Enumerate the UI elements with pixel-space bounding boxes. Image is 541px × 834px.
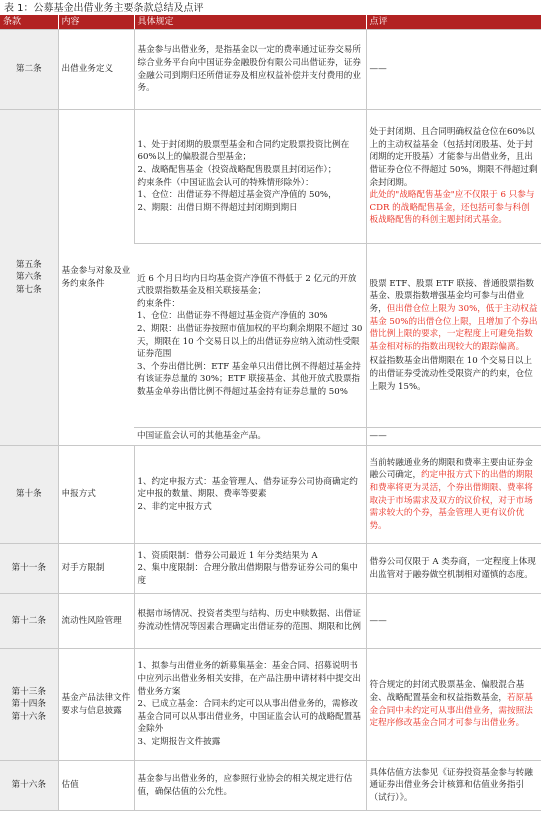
comment-cell: 具体估值方法参见《证券投资基金参与转融通证券出借业务会计核算和估值业务指引（试行）》。 — [366, 761, 541, 811]
comment-highlight: 约定申报方式下的出借的期限和费率将更为灵活，个券出借期限、费率将取决于市场需求及双方的议价权，对于市场需求较大的个券，基金管理人更有议价优势。 — [369, 470, 533, 531]
clause-line: 第十四条 — [11, 699, 46, 710]
clause-cell: 第十六条 — [0, 761, 58, 811]
rule-line: 1、约定申报方式：基金管理人、借券证券公司协商确定约定申报的数量、期限、费率等要素 — [137, 476, 358, 500]
header-comment: 点评 — [366, 15, 541, 30]
rule-line: 3、定期报告文件披露 — [137, 736, 221, 747]
clause-line: 第十六条 — [11, 711, 46, 722]
table-row — [0, 761, 541, 811]
rule-cell: 中国证监会认可的其他基金产品。 — [134, 428, 366, 446]
clause-line: 第七条 — [15, 284, 42, 295]
content-cell: 基金参与对象及业务约束条件 — [58, 110, 134, 446]
rule-line: 1、处于封闭期的股票型基金和合同约定股票投资比例在 60%以上的偏股混合型基金； — [137, 139, 350, 163]
regulation-table — [0, 15, 541, 811]
content-cell: 申报方式 — [58, 446, 134, 544]
clause-cell: 第十一条 — [0, 544, 58, 594]
comment-cell — [366, 110, 541, 244]
rule-cell — [134, 544, 366, 594]
rule-line: 1、资质限制：借券公司最近 1 年分类结果为 A — [137, 550, 318, 561]
rule-cell: 基金参与出借业务，是指基金以一定的费率通过证券交易所综合业务平台向中国证券金融股份有限公司出借证券，证券金融公司到期归还所借证券及相应权益补偿并支付费用的业务。 — [134, 30, 366, 110]
comment-text: 权益指数基金出借期限在 10 个交易日以上的出借证券受流动性受限资产的约束，仓位上限为 15%。 — [369, 356, 533, 392]
clause-line: 第五条 — [15, 259, 42, 270]
clause-cell — [0, 649, 58, 761]
comment-text: 股票 ETF、股票 ETF 联接、普通股票指数基金、股票指数增强基金均可参与出借业务， — [369, 278, 534, 315]
content-cell: 估值 — [58, 761, 134, 811]
comment-cell: —— — [366, 428, 541, 446]
rule-line: 2、非约定申报方式 — [137, 501, 212, 512]
table-caption: 表 1：公募基金出借业务主要条款总结及点评 — [4, 3, 204, 14]
table-row — [0, 594, 541, 649]
content-cell: 流动性风险管理 — [58, 594, 134, 649]
table-row — [0, 110, 541, 244]
rule-cell — [134, 649, 366, 761]
clause-line: 第六条 — [15, 272, 42, 283]
comment-highlight: 若原基金合同中未约定可从事出借业务，需按照法定程序修改基金合同才可参与出借业务。 — [369, 692, 533, 729]
comment-text: 处于封闭期、且合同明确权益仓位在60%以上的主动权益基金（包括封闭股基、处于封闭期的定开股基）才能参与出借业务，且出借证券仓位不得超过 50%，期限不得超过剩余封闭期。 — [369, 127, 538, 188]
comment-cell — [366, 446, 541, 544]
comment-cell: 借券公司仅限于 A 类券商，一定程度上体现出监管对于融券做空机制相对谨慎的态度。 — [366, 544, 541, 594]
table-header-row — [0, 15, 541, 30]
clause-cell — [0, 110, 58, 446]
comment-highlight: 此处的"战略配售基金"应不仅限于 6 只参与 CDR 的战略配售基金，还包括可参与科创板战略配售的科创主题封闭式基金。 — [369, 190, 535, 226]
content-cell: 对手方限制 — [58, 544, 134, 594]
comment-text: 当前转融通业务的期限和费率主要由证券金融公司确定， — [369, 457, 533, 481]
rule-line: 3、个券出借比例：ETF 基金单只出借比例不得超过基金持有该证券总量的 30%；ETF 联接基金、其他开放式股票指数基金单券出借比例不得超过基金持有证券总量的 50% — [137, 361, 361, 397]
table-row — [0, 649, 541, 761]
rule-line: 约束条件（中国证监会认可的特殊情形除外）： — [137, 177, 314, 188]
rule-line: 1、仓位：出借证券不得超过基金资产净值的 30% — [137, 311, 328, 322]
clause-cell: 第十条 — [0, 446, 58, 544]
comment-cell: —— — [366, 30, 541, 110]
rule-line: 2、集中度限制：合理分散出借期限与借券证券公司的集中度 — [137, 563, 358, 586]
rule-line: 约束条件： — [137, 298, 180, 309]
rule-line: 1、拟参与出借业务的新募集基金：基金合同、招募说明书中应列示出借业务相关安排，在产品注册申请材料中提交出借业务方案 — [137, 661, 361, 697]
rule-line: 2、期限：出借日期不得超过封闭期到期日 — [137, 202, 298, 213]
comment-cell — [366, 244, 541, 428]
rule-line: 近 6 个月日均内日均基金资产净值不得低于 2 亿元的开放式股票指数基金及相关联接基金； — [137, 273, 357, 297]
header-content: 内容 — [58, 15, 134, 30]
rule-cell — [134, 244, 366, 428]
comment-cell: —— — [366, 594, 541, 649]
rule-line: 1、仓位：出借证券不得超过基金资产净值的 50%， — [137, 190, 337, 201]
rule-line: 2、期限：出借证券按照市值加权的平均剩余期限不超过 30 天，期限在 10 个交易日以上的出借证券应纳入流动性受限证券范围 — [137, 323, 363, 360]
content-cell: 出借业务定义 — [58, 30, 134, 110]
rule-cell — [134, 110, 366, 244]
rule-cell — [134, 446, 366, 544]
table-row — [0, 544, 541, 594]
clause-line: 第十三条 — [11, 686, 46, 697]
rule-line: 2、已成立基金：合同未约定可以从事出借业务的，需修改基金合同可以从事出借业务，中国证监会认可的战略配置基金除外 — [137, 699, 361, 735]
comment-cell — [366, 649, 541, 761]
comment-text: 符合规定的封闭式股票基金、偏股混合基金、战略配置基金和权益指数基金， — [369, 680, 525, 703]
header-clause: 条款 — [0, 15, 58, 30]
header-rule: 具体规定 — [134, 15, 366, 30]
content-cell: 基金产品法律文件要求与信息披露 — [58, 649, 134, 761]
clause-cell: 第十二条 — [0, 594, 58, 649]
table-row — [0, 446, 541, 544]
comment-highlight: 但出借仓位上限为 30%，低于主动权益基金 50%的出借仓位上限，且增加了个券出借比例上限的要求，一定程度上可避免指数基金相对标的指数出现较大的跟踪偏离。 — [369, 304, 538, 352]
clause-cell: 第二条 — [0, 30, 58, 110]
rule-cell: 根据市场情况、投资者类型与结构、历史申赎数据、出借证券流动性情况等因素合理确定出借证券的范围、期限和比例 — [134, 594, 366, 649]
rule-cell: 基金参与出借业务的，应参照行业协会的相关规定进行估值，确保估值的公允性。 — [134, 761, 366, 811]
table-row — [0, 30, 541, 110]
rule-line: 2、战略配售基金（投资战略配售股票且封闭运作）； — [137, 164, 337, 175]
